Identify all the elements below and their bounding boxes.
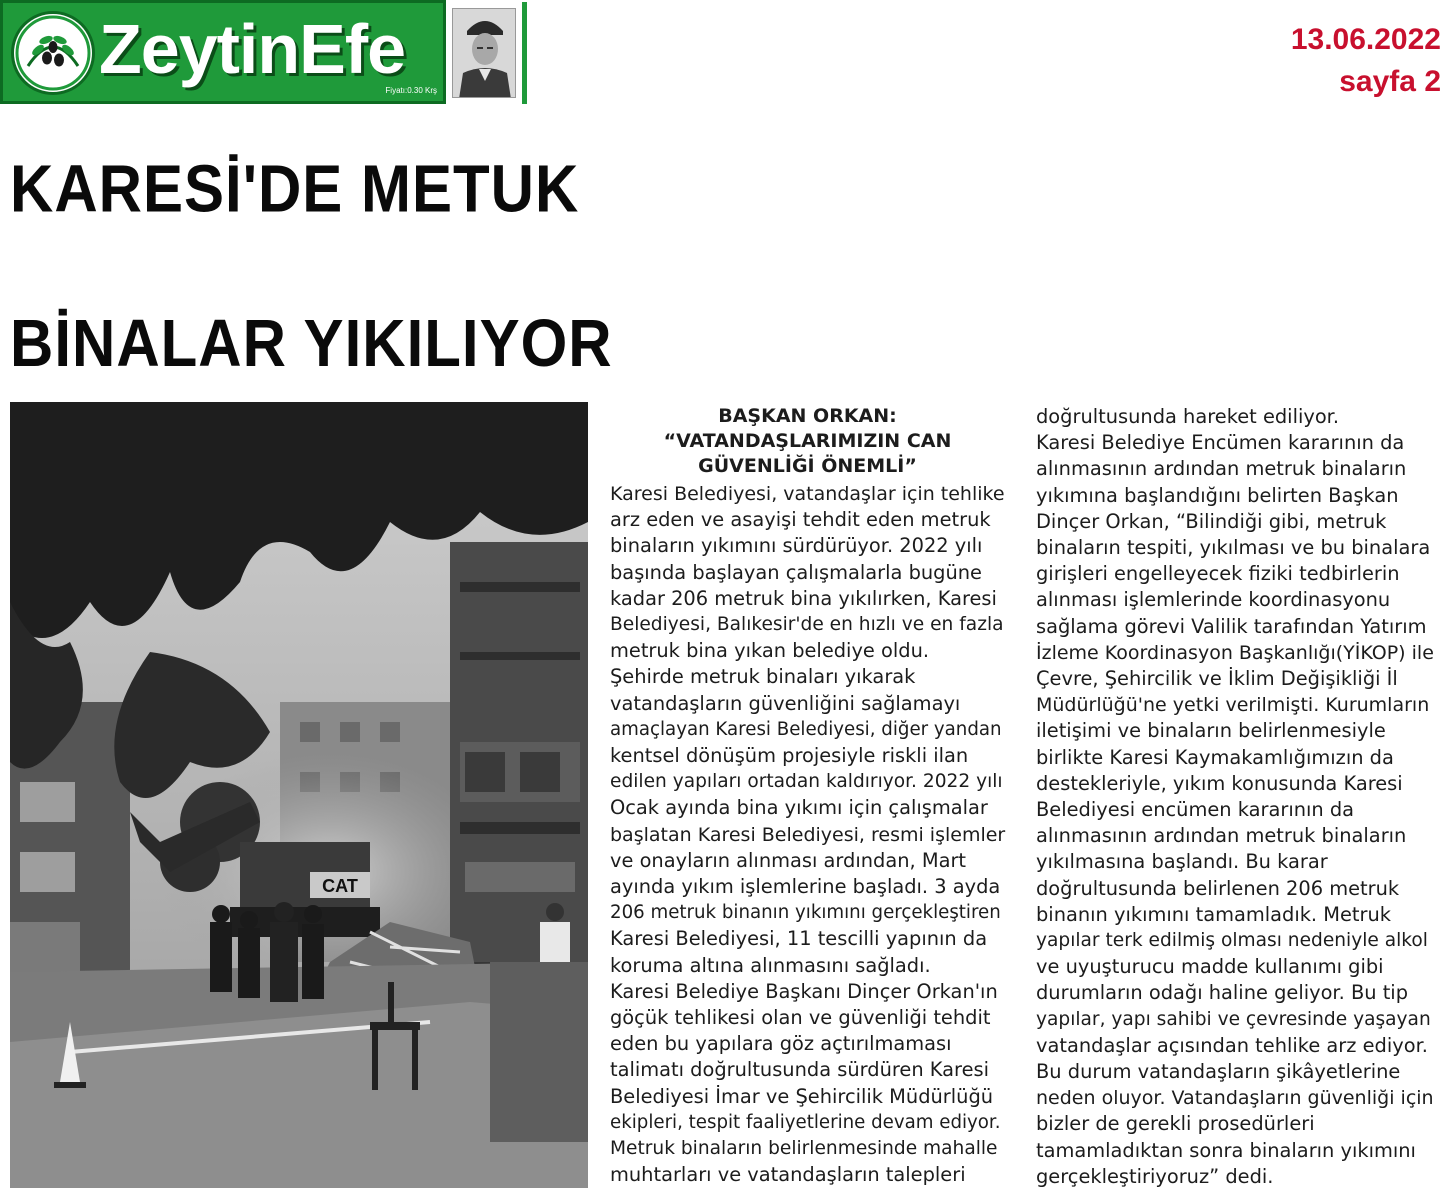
body-text-line: tamamladıktan sonra binaların yıkımını: [1036, 1138, 1416, 1162]
body-text-line: yıkılmasına başlandı. Bu karar: [1036, 850, 1328, 874]
body-text-line: Belediyesi İmar ve Şehircilik Müdürlüğü: [610, 1084, 994, 1108]
body-text-line: ve uyuşturucu madde kullanımı gibi: [1036, 955, 1384, 979]
article-subhead: [610, 404, 1005, 481]
subhead-line: GÜVENLİĞİ ÖNEMLİ”: [698, 455, 917, 477]
headline-line-2: BİNALAR YIKILIYOR: [10, 305, 613, 381]
body-text-line: Karesi Belediyesi, vatandaşlar için tehlike: [610, 483, 1005, 505]
body-text-line: koruma altına alınmasını sağladı.: [610, 953, 931, 977]
headline: [10, 112, 1440, 421]
body-text-line: metruk bina yıkan belediye oldu.: [610, 639, 930, 663]
subhead-line: BAŞKAN ORKAN:: [718, 405, 897, 427]
body-text-line: iletişimi ve binaların belirlenmesiyle: [1036, 719, 1386, 743]
olive-branch-icon: [11, 11, 95, 95]
page-number: sayfa 2: [1339, 65, 1441, 98]
article-column-2: [1036, 404, 1436, 1190]
body-text-line: 206 metruk binanın yıkımını gerçekleştiren: [610, 902, 1001, 924]
body-text-line: muhtarları ve vatandaşların talepleri: [610, 1163, 966, 1187]
body-text-line: destekleriyle, yıkım konusunda Karesi: [1036, 771, 1403, 795]
price-label: Fiyatı:0.30 Krş: [385, 86, 437, 95]
body-text-line: Metruk binaların belirlenmesinde mahalle: [610, 1138, 998, 1160]
masthead: [0, 0, 446, 104]
body-text-line: birlikte Karesi Kaymakamlığımızın da: [1036, 745, 1394, 769]
newspaper-brand: ZeytinEfe: [99, 10, 406, 88]
body-text-line: kentsel dönüşüm projesiyle riskli ilan: [610, 744, 969, 768]
body-text-line: gerçekleştiriyoruz” dedi.: [1036, 1164, 1274, 1188]
body-text-line: binanın yıkımını tamamladık. Metruk: [1036, 902, 1392, 926]
body-text-line: binaların tespiti, yıkılması ve bu binalara: [1036, 536, 1431, 560]
body-text-line: ekipleri, tespit faaliyetlerine devam ediyor.: [610, 1111, 1001, 1133]
body-text-line: Belediyesi, Balıkesir'de en hızlı ve en fazla: [610, 614, 1004, 636]
article-photo: [10, 402, 588, 1188]
body-text-line: Müdürlüğü'ne yetki verilmişti. Kurumların: [1036, 694, 1430, 717]
body-text-line: Dinçer Orkan, “Bilindiği gibi, metruk: [1036, 509, 1387, 533]
body-text-line: İzleme Koordinasyon Başkanlığı(YİKOP) ile: [1036, 641, 1434, 664]
body-text-line: ve onayların alınması ardından, Mart: [610, 848, 967, 872]
body-text-line: vatandaşlar açısından tehlike arz ediyor.: [1036, 1033, 1428, 1057]
body-text-line: Şehirde metruk binaları yıkarak: [610, 665, 916, 689]
body-text-line: başında başlayan çalışmalarla bugüne: [610, 560, 982, 584]
body-text-line: alınmasının ardından metruk binaların: [1036, 457, 1407, 481]
body-text-line: Bu durum vatandaşların şikâyetlerine: [1036, 1060, 1401, 1084]
body-text-line: yapılar terk edilmiş olması nedeniyle alkol: [1036, 930, 1428, 952]
body-text-line: bizler de gerekli prosedürleri: [1036, 1112, 1315, 1136]
body-text-line: amaçlayan Karesi Belediyesi, diğer yandan: [610, 718, 1002, 740]
body-text-line: Karesi Belediye Encümen kararının da: [1036, 431, 1405, 455]
body-text-line: ayında yıkım işlemlerine başladı. 3 ayda: [610, 875, 1001, 899]
body-text-line: Ocak ayında bina yıkımı için çalışmalar: [610, 796, 988, 820]
body-text-line: durumların odağı haline geliyor. Bu tip: [1036, 981, 1409, 1005]
body-text-line: alınması işlemlerinde koordinasyonu: [1036, 588, 1391, 612]
body-text-line: doğrultusunda belirlenen 206 metruk: [1036, 876, 1400, 900]
article-body-2: [1036, 404, 1436, 1190]
body-text-line: alınmasının ardından metruk binaların: [1036, 824, 1407, 848]
body-text-line: yıkımına başlandığını belirten Başkan: [1036, 483, 1399, 507]
issue-date: 13.06.2022: [1290, 23, 1441, 56]
excavator-brand: CAT: [322, 876, 358, 896]
body-text-line: vatandaşların güvenliğini sağlamayı: [610, 691, 961, 715]
body-text-line: Karesi Belediyesi, 11 tescilli yapının da: [610, 927, 988, 951]
body-text-line: sağlama görevi Valilik tarafından Yatırım: [1036, 614, 1427, 638]
headline-line-1: KARESİ'DE METUK: [10, 151, 580, 227]
body-text-line: neden oluyor. Vatandaşların güvenliği için: [1036, 1087, 1434, 1110]
body-text-line: Çevre, Şehircilik ve İklim Değişikliği İl: [1036, 667, 1398, 691]
portrait-photo: [452, 8, 516, 98]
body-text-line: Karesi Belediye Başkanı Dinçer Orkan'ın: [610, 979, 998, 1003]
body-text-line: arz eden ve asayişi tehdit eden metruk: [610, 508, 991, 532]
body-text-line: Belediyesi encümen kararının da: [1036, 798, 1355, 822]
body-text-line: girişleri engelleyecek fiziki tedbirlerin: [1036, 562, 1400, 586]
body-text-line: yapılar, yapı sahibi ve çevresinde yaşayan: [1036, 1008, 1431, 1030]
body-text-line: eden bu yapılara göz açtırılmaması: [610, 1032, 952, 1056]
body-text-line: başlatan Karesi Belediyesi, resmi işlemler: [610, 823, 1006, 846]
article-column-1: [610, 404, 1005, 1188]
body-text-line: kadar 206 metruk bina yıkılırken, Karesi: [610, 586, 997, 610]
body-text-line: göçük tehlikesi olan ve güvenliği tehdit: [610, 1006, 991, 1030]
body-text-line: edilen yapıları ortadan kaldırıyor. 2022 yılı: [610, 771, 1003, 793]
article-body-1: [610, 481, 1005, 1188]
body-text-line: talimatı doğrultusunda sürdüren Karesi: [610, 1058, 990, 1082]
subhead-line: “VATANDAŞLARIMIZIN CAN: [663, 430, 952, 452]
masthead-divider: [522, 2, 527, 104]
body-text-line: binaların yıkımını sürdürüyor. 2022 yılı: [610, 534, 983, 558]
body-text-line: doğrultusunda hareket ediliyor.: [1036, 405, 1340, 428]
